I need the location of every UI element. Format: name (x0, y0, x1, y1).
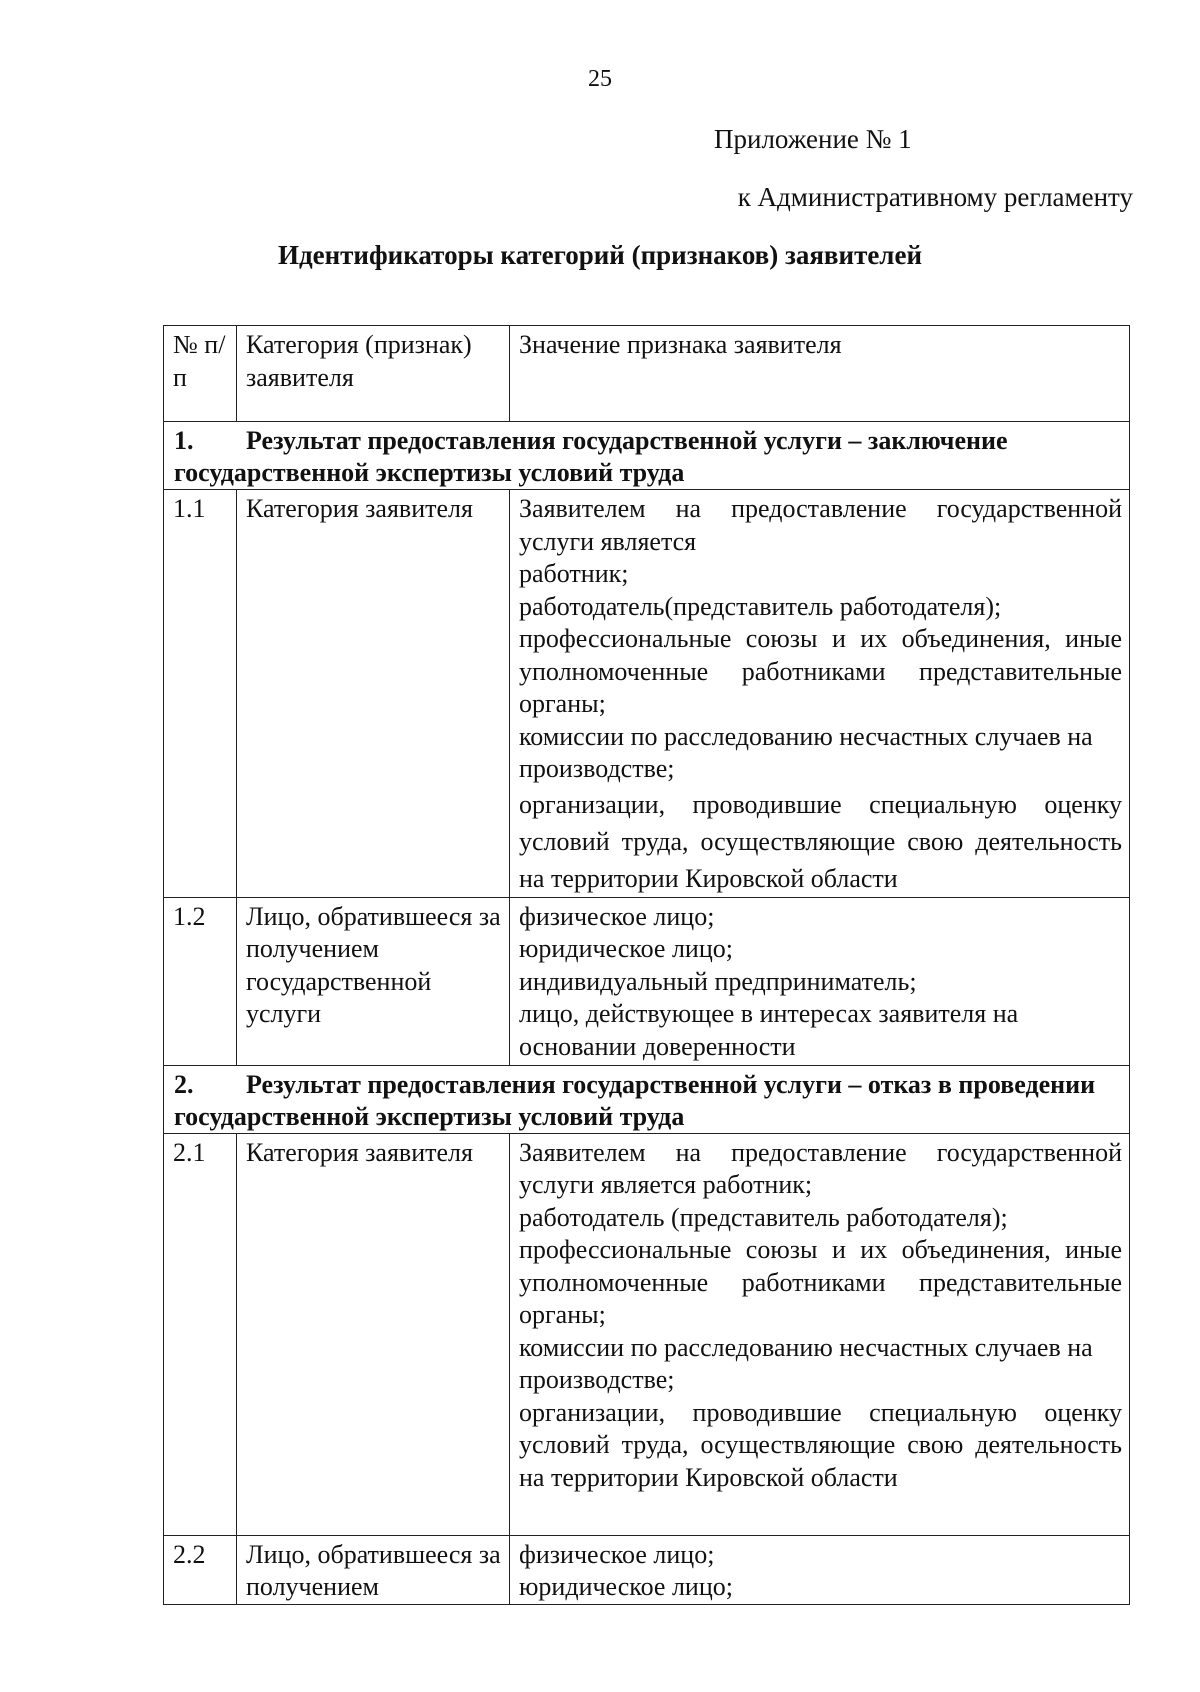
applicant-identifiers-table (163, 325, 1130, 1605)
section-number: 1. (174, 426, 194, 455)
section-row (164, 1065, 1130, 1133)
page-number: 25 (588, 66, 612, 92)
section-title: Результат предоставления государственной услуги – заключение государственной экспертизы условий труда (174, 426, 1008, 487)
header-category: Категория (признак) заявителя (237, 326, 510, 422)
value-line: организации, проводившие специальную оценку условий труда, осуществляющие свою деятельность на территории Кировской области (519, 789, 1122, 893)
row-category: Категория заявителя (237, 490, 510, 898)
row-number: 2.2 (164, 1535, 237, 1604)
value-line: Заявителем на предоставление государственной услуги является (519, 494, 1122, 556)
value-line: комиссии по расследованию несчастных случаев на производстве; (519, 721, 1093, 783)
header-num: № п/п (164, 326, 237, 422)
section-row (164, 422, 1130, 490)
section-title: Результат предоставления государственной услуги – отказ в проведении государственной экспертизы условий труда (174, 1069, 1096, 1131)
value-line: профессиональные союзы и их объединения, иные уполномоченные работниками представительные органы; (519, 1235, 1122, 1329)
value-line: профессиональные союзы и их объединения, иные уполномоченные работниками представительные органы; (519, 624, 1122, 718)
value-line: работник; (519, 559, 629, 588)
row-category: Лицо, обратившееся за получением (237, 1535, 510, 1604)
row-values (510, 897, 1130, 1065)
row-number: 1.2 (164, 897, 237, 1065)
section-number: 2. (174, 1069, 194, 1099)
table-row (164, 1535, 1130, 1604)
appendix-label: Приложение № 1 (714, 124, 912, 154)
value-line: физическое лицо; (519, 1539, 715, 1569)
row-values (510, 1535, 1130, 1604)
value-line: комиссии по расследованию несчастных случаев на производстве; (519, 1332, 1093, 1394)
row-category: Категория заявителя (237, 1133, 510, 1535)
appendix-reference: к Административному регламенту (737, 182, 1133, 212)
value-line: юридическое лицо; (519, 934, 733, 963)
value-line: работодатель (представитель работодателя); (519, 1202, 1008, 1232)
row-values (510, 490, 1130, 898)
row-category: Лицо, обратившееся за получением государственной услуги (237, 897, 510, 1065)
table-row (164, 1133, 1130, 1535)
value-line: индивидуальный предприниматель; (519, 966, 917, 996)
value-line: лицо, действующее в интересах заявителя на основании доверенности (519, 999, 1019, 1061)
row-number: 2.1 (164, 1133, 237, 1535)
document-title: Идентификаторы категорий (признаков) заявителей (277, 240, 923, 270)
table-header-row (164, 326, 1130, 422)
value-line: физическое лицо; (519, 901, 715, 931)
table-row (164, 897, 1130, 1065)
value-line: Заявителем на предоставление государственной услуги является работник; (519, 1137, 1122, 1199)
row-values (510, 1133, 1130, 1535)
row-number: 1.1 (164, 490, 237, 898)
header-value: Значение признака заявителя (510, 326, 1130, 422)
value-line: работодатель(представитель работодателя); (519, 591, 1002, 621)
value-line: юридическое лицо; (519, 1572, 733, 1601)
table-row (164, 490, 1130, 898)
value-line: организации, проводившие специальную оценку условий труда, осуществляющие свою деятельность на территории Кировской области (519, 1397, 1122, 1492)
